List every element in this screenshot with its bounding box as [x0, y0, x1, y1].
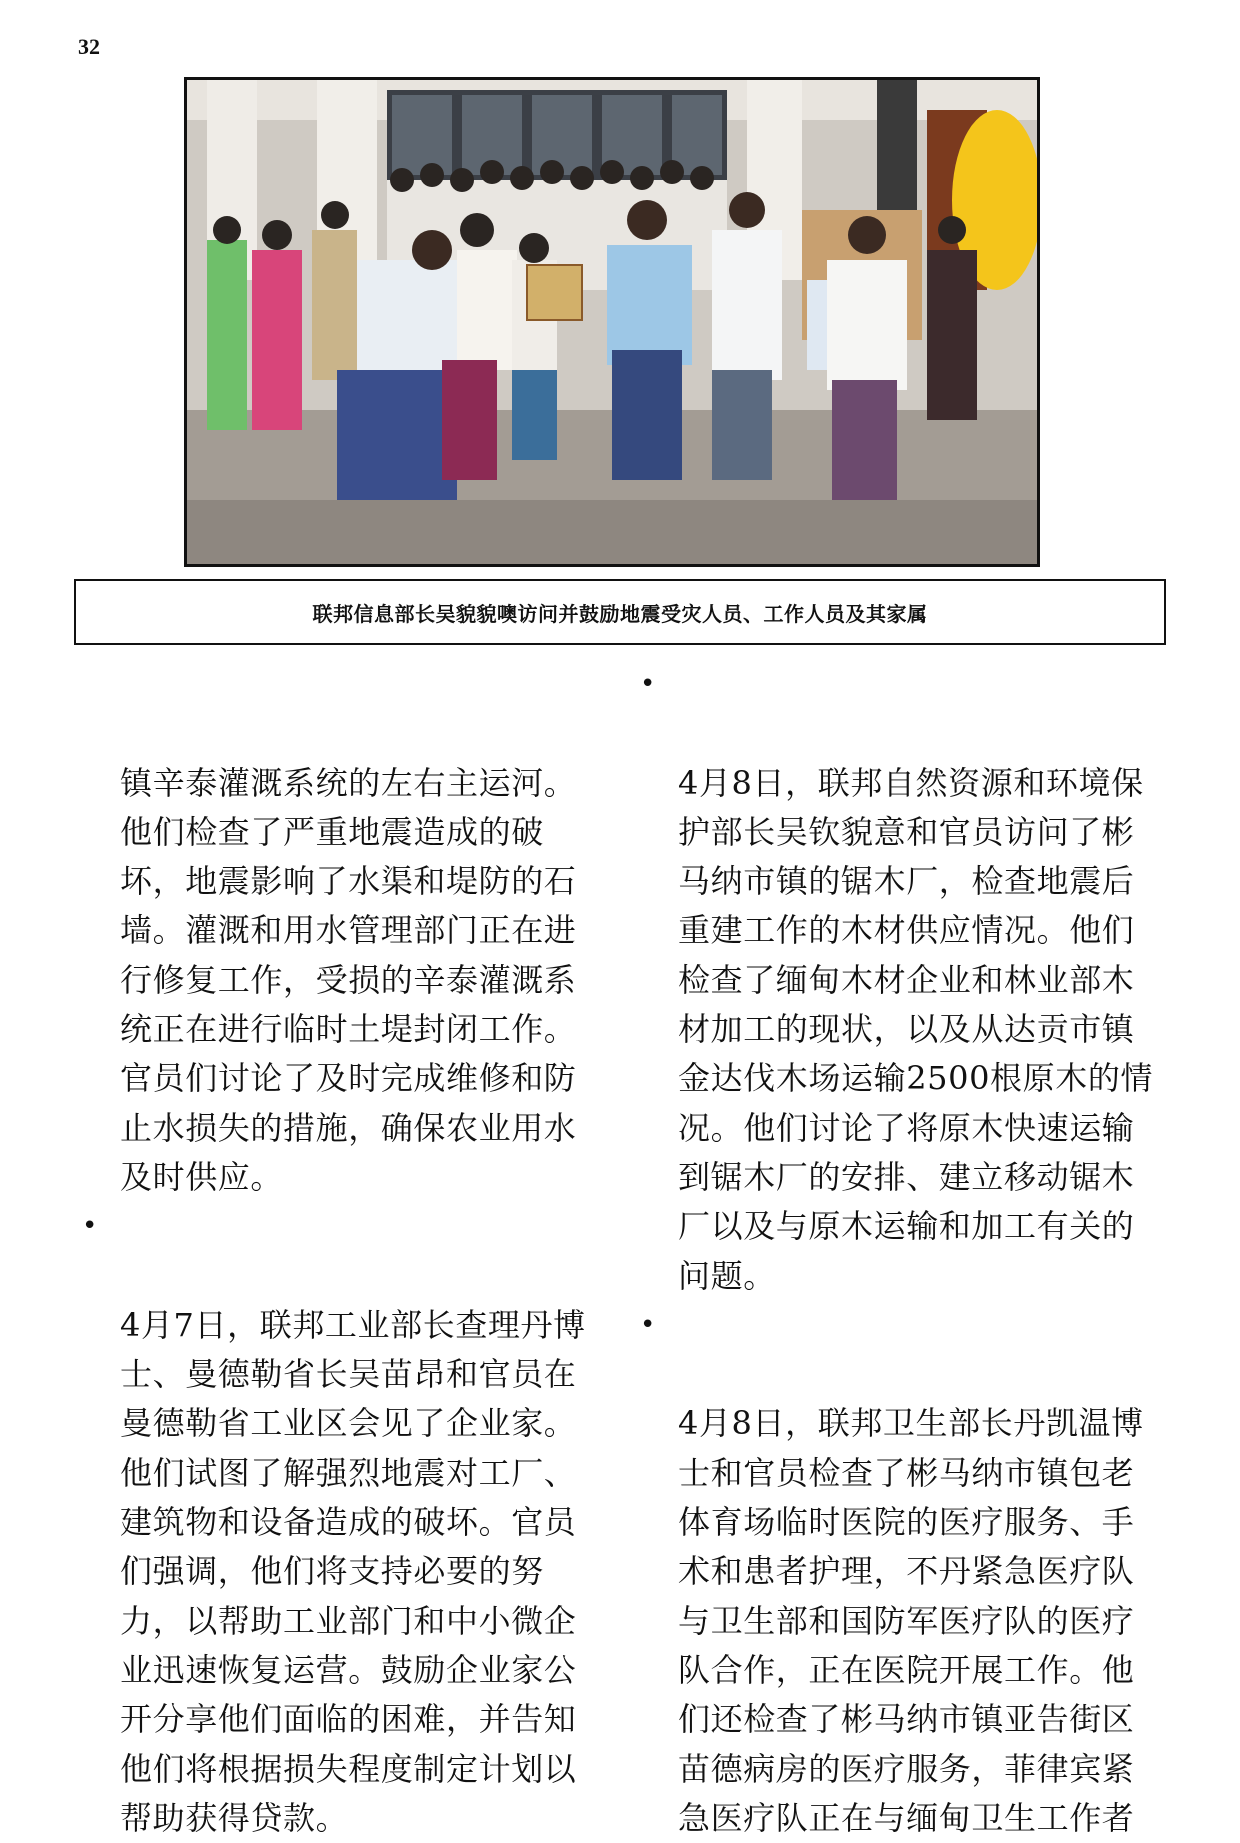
bullet: • — [640, 669, 656, 699]
paragraph-text: 镇辛泰灌溉系统的左右主运河。 他们检查了严重地震造成的破 坏，地震影响了水渠和堤防的石 墙。灌溉和用水管理部门正在进 行修复工作，受损的辛泰灌溉系 统正在进行临时土堤封闭工作。 官员们讨论了及时完成维修和防 止水损失的措施，确保农业用水 及时供应。 — [120, 763, 577, 1196]
paragraph — [640, 660, 1168, 1301]
bullet: • — [82, 1211, 98, 1242]
photo-caption-box — [74, 579, 1166, 645]
paragraph-text: 4月8日，联邦卫生部长丹凯温博 士和官员检查了彬马纳市镇包老 体育场临时医院的医疗服务、手 术和患者护理，不丹紧急医疗队 与卫生部和国防军医疗队的医疗 队合作，正在医院开展工作。他 们还检查了彬马纳市镇亚告街区 苗德病房的医疗服务，菲律宾紧 急医疗队正在与缅甸卫生工作者 — [678, 1404, 1144, 1837]
paragraph-text: 4月8日，联邦自然资源和环境保 护部长吴钦貌意和官员访问了彬 马纳市镇的锯木厂，检查地震后 重建工作的木材供应情况。他们 检查了缅甸木材企业和林业部木 材加工的现状，以及从达贡市镇 金达伐木场运输2500根原木的情 况。他们讨论了将原木快速运输 到锯木厂的安排、建立移动锯木 厂以及与原木运输和加工有关的 问题。 — [678, 763, 1154, 1295]
left-column — [82, 660, 610, 1843]
paragraph — [120, 660, 610, 1202]
paragraph-text: 4月7日，联邦工业部长查理丹博 士、曼德勒省长吴苗昂和官员在 曼德勒省工业区会见了企业家。 他们试图了解强烈地震对工厂、 建筑物和设备造成的破坏。官员 们强调，他们将支持必要的努 力，以帮助工业部门和中小微企 业迅速恢复运营。鼓励企业家公 开分享他们面临的困难，并告知 他们将根据损失程度制定计划以 帮助获得贷款。 — [120, 1305, 586, 1837]
bullet: • — [640, 1309, 656, 1340]
news-photo — [184, 77, 1040, 567]
right-column — [640, 660, 1168, 1843]
photo-caption: 联邦信息部长吴貌貌噢访问并鼓励地震受灾人员、工作人员及其家属 — [312, 601, 928, 626]
page-number: 32 — [78, 34, 100, 59]
paragraph — [640, 1301, 1168, 1843]
paragraph — [82, 1202, 610, 1843]
photo-ceremony-image — [187, 80, 1037, 564]
